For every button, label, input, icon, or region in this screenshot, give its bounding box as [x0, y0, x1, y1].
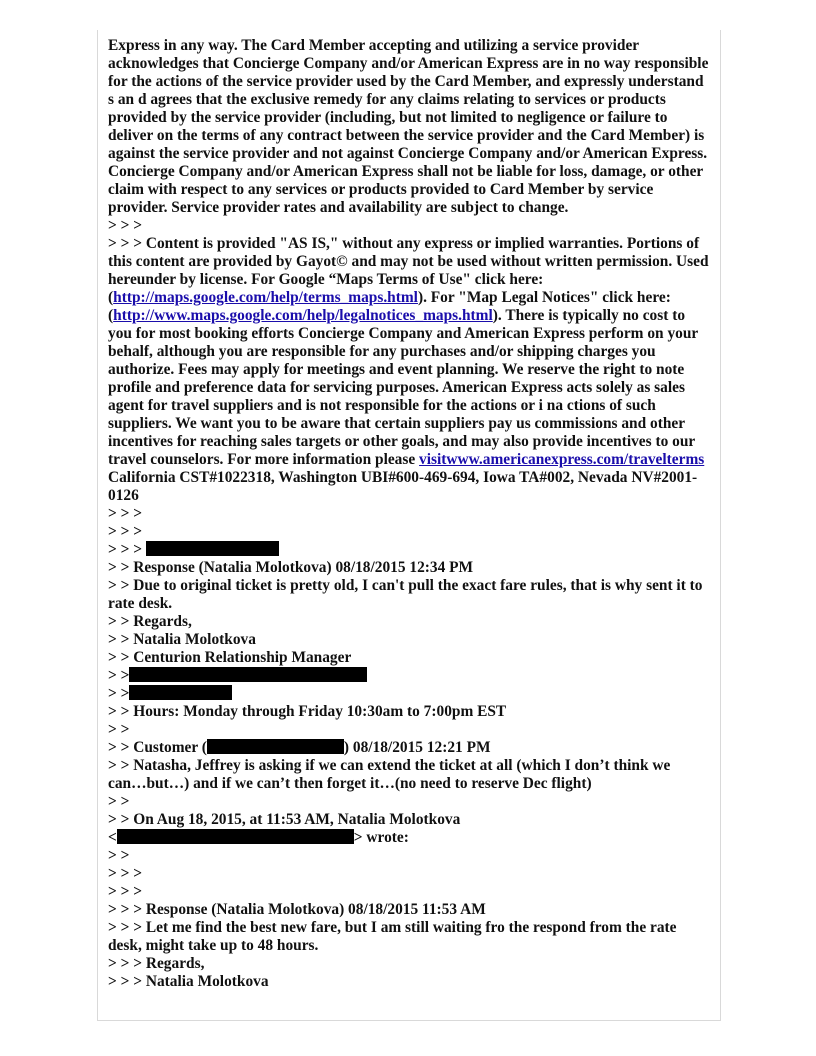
sender-name: > > Natalia Molotkova [108, 631, 256, 648]
quote-marker: > > > [108, 523, 143, 540]
quote-marker: > > > [108, 217, 143, 234]
terms-text-2: ). For "Map Legal Notices" click here: ( [108, 289, 671, 324]
customer-suffix: ) 08/18/2015 12:21 PM [343, 739, 491, 756]
regards-line: > > > Regards, [108, 955, 205, 972]
customer-prefix: > > Customer ( [108, 739, 207, 756]
response-body: > > > Let me find the best new fare, but I am still waiting fro the respond from the rate desk, might take up to 48 hours. [108, 919, 677, 954]
wrote-header: > > On Aug 18, 2015, at 11:53 AM, Natalia Molotkova [108, 811, 461, 828]
redaction-box [117, 829, 354, 844]
quote-marker: > > > [108, 865, 143, 882]
quote-marker: > > [108, 721, 130, 738]
customer-header [108, 739, 712, 757]
redaction-box [129, 667, 367, 682]
response-body: > > Due to original ticket is pretty old, I can't pull the exact fare rules, that is why sent it to rate desk. [108, 577, 703, 612]
sender-title: > > Centurion Relationship Manager [108, 649, 352, 666]
email-body [108, 37, 712, 991]
redaction-box [207, 739, 344, 754]
quote-marker: > > > [108, 505, 143, 522]
quote-marker: > > [108, 847, 130, 864]
travel-terms-link[interactable]: visitwww.americanexpress.com/travelterms [419, 451, 705, 468]
redaction-box [129, 685, 232, 700]
wrote-close: > wrote: [353, 829, 409, 846]
redacted-line [108, 685, 712, 703]
hours-line: > > Hours: Monday through Friday 10:30am to 7:00pm EST [108, 703, 507, 720]
terms-paragraph [108, 235, 712, 505]
redacted-line [108, 667, 712, 685]
quote-marker: > > [108, 685, 130, 702]
response-header: > > > Response (Natalia Molotkova) 08/18/2015 11:53 AM [108, 901, 486, 918]
quote-marker: > > > [108, 541, 143, 558]
quote-marker: > > [108, 667, 130, 684]
redaction-box [146, 541, 279, 556]
disclaimer-paragraph: Express in any way. The Card Member accepting and utilizing a service provider acknowledges that Concierge Company and/or American Express are in no way responsible for the actions of the service provider used by the Card Member, and expressly understand s an d agrees that the exclusive remedy for any claims relating to services or products provided by the service provider (including, but not limited to negligence or failure to deliver on the terms of any contract between the service provider and the Card Member) is against the service provider and not against Concierge Company and/or American Express. Concierge Company and/or American Express shall not be liable for loss, damage, or other claim with respect to any services or products provided to Card Member by service provider. Service provider rates and availability are subject to change. [108, 37, 709, 216]
sender-name: > > > Natalia Molotkova [108, 973, 269, 990]
quote-marker: > > [108, 793, 130, 810]
maps-legal-link[interactable]: http://www.maps.google.com/help/legalnotices_maps.html [113, 307, 493, 324]
wrote-open: < [108, 829, 117, 846]
maps-terms-link[interactable]: http://maps.google.com/help/terms_maps.html [113, 289, 418, 306]
response-header: > > Response (Natalia Molotkova) 08/18/2015 12:34 PM [108, 559, 474, 576]
regards-line: > > Regards, [108, 613, 192, 630]
customer-body: > > Natasha, Jeffrey is asking if we can extend the ticket at all (which I don’t think we can…but…) and if we can’t then forget it…(no need to reserve Dec flight) [108, 757, 671, 792]
terms-text-4: California CST#1022318, Washington UBI#600-469-694, Iowa TA#002, Nevada NV#2001-0126 [108, 469, 698, 504]
terms-text-1: > > > Content is provided "AS IS," without any express or implied warranties. Portions of this content are provided by Gayot© and may not be used without written permission. Used hereunder by license. For Google “Maps Terms of Use" click here: ( [108, 235, 709, 306]
quote-marker: > > > [108, 883, 143, 900]
terms-text-3: ). There is typically no cost to you for most booking efforts Concierge Company and American Express perform on your behalf, although you are responsible for any purchases and/or shipping charges you authorize. Fees may apply for meetings and event planning. We reserve the right to note profile and preference data for servicing purposes. American Express acts solely as sales agent for travel suppliers and is not responsible for the actions or i na ctions of such suppliers. We want you to be aware that certain suppliers pay us commissions and other incentives for reaching sales targets or other goals, and may also provide incentives to our travel counselors. For more information please [108, 307, 698, 468]
redacted-line [108, 541, 712, 559]
wrote-line [108, 829, 712, 847]
